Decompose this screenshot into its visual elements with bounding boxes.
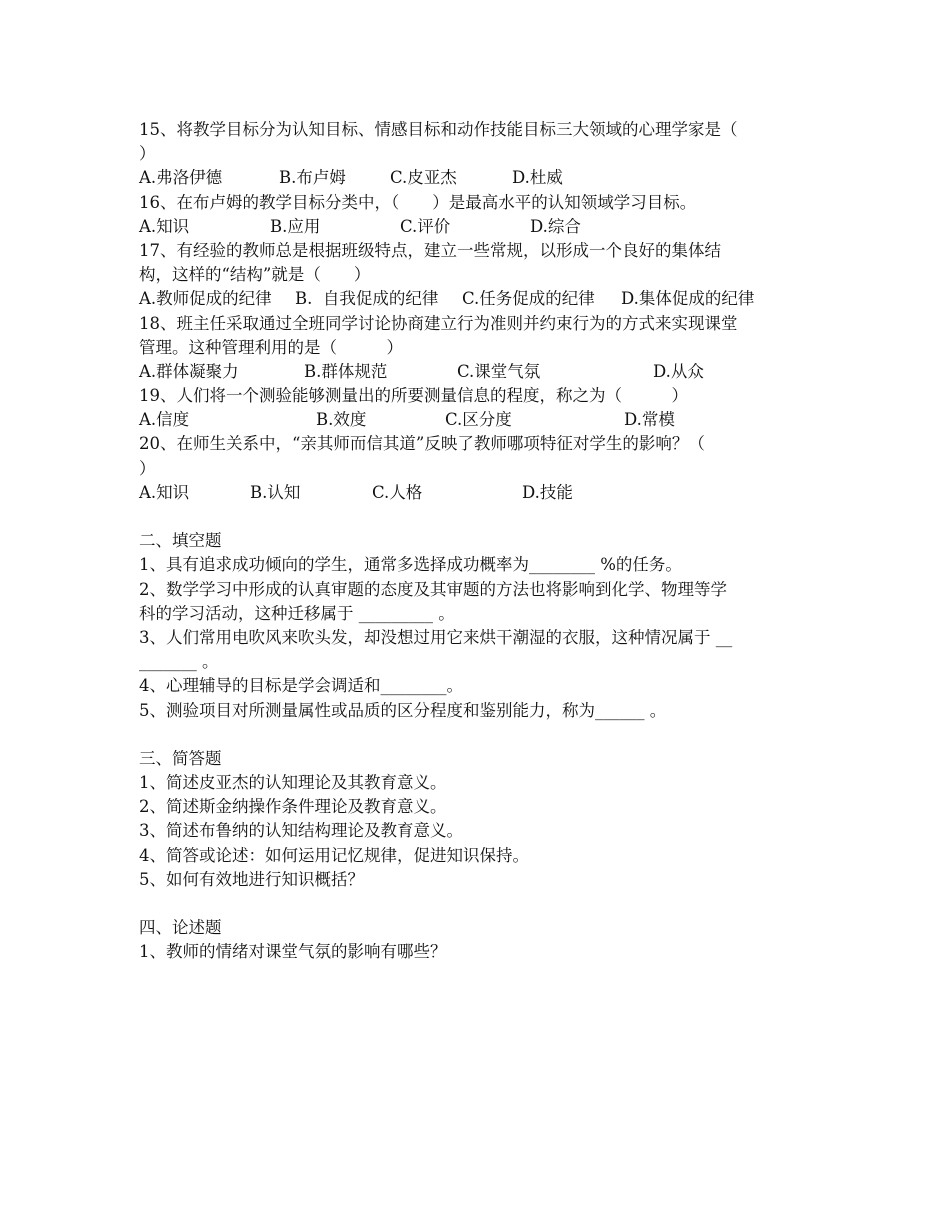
short-item-2: 2、简述斯金纳操作条件理论及教育意义。 xyxy=(139,797,447,817)
option-a: A.知识 xyxy=(139,482,190,502)
option-d: D.常模 xyxy=(624,410,675,430)
option-c: C.课堂气氛 xyxy=(457,361,541,381)
option-b: B.效度 xyxy=(316,410,367,430)
question-18-options xyxy=(139,360,819,384)
option-a: A.信度 xyxy=(139,410,190,430)
option-a: A.群体凝聚力 xyxy=(139,361,239,381)
fill-item-5: 5、测验项目对所测量属性或品质的区分程度和鉴别能力，称为______ 。 xyxy=(139,700,667,720)
question-18-stem-cont: 管理。这种管理利用的是（ ） xyxy=(139,337,403,357)
question-16-stem: 16、在布卢姆的教学目标分类中，（ ）是最高水平的认知领域学习目标。 xyxy=(139,192,697,212)
short-item-5: 5、如何有效地进行知识概括？ xyxy=(139,869,364,889)
essay-heading: 四、论述题 xyxy=(139,918,222,938)
fill-item-2: 2、数学学习中形成的认真审题的态度及其审题的方法也将影响到化学、物理等学 xyxy=(139,579,727,599)
option-c: C.人格 xyxy=(372,482,423,502)
option-c: C.区分度 xyxy=(445,410,512,430)
option-a: A.教师促成的纪律 xyxy=(139,289,272,309)
fill-item-1: 1、具有追求成功倾向的学生，通常多选择成功概率为________ %的任务。 xyxy=(139,555,682,575)
option-a: A.知识 xyxy=(139,216,190,236)
option-c: C.皮亚杰 xyxy=(390,168,457,188)
essay-item-1: 1、教师的情绪对课堂气氛的影响有哪些？ xyxy=(139,942,447,962)
option-b: B.认知 xyxy=(250,482,301,502)
short-answer-heading: 三、简答题 xyxy=(139,748,222,768)
option-d: D.技能 xyxy=(522,482,573,502)
fill-item-3: 3、人们常用电吹风来吹头发，却没想过用它来烘干潮湿的衣服，这种情况属于 __ xyxy=(139,627,733,647)
fill-item-3-cont: _______ 。 xyxy=(139,652,219,672)
option-b: B.布卢姆 xyxy=(279,168,346,188)
section-spacer xyxy=(139,892,819,916)
short-item-4: 4、简答或论述：如何运用记忆规律，促进知识保持。 xyxy=(139,845,529,865)
question-20-stem: 20、在师生关系中，“亲其师而信其道”反映了教师哪项特征对学生的影响？（ xyxy=(139,434,705,454)
question-15-stem-cont: ） xyxy=(139,144,156,164)
option-b: B. 自我促成的纪律 xyxy=(295,289,439,309)
option-b: B.应用 xyxy=(270,216,321,236)
question-15-stem: 15、将教学目标分为认知目标、情感目标和动作技能目标三大领域的心理学家是（ xyxy=(139,120,738,139)
question-17-stem: 17、有经验的教师总是根据班级特点，建立一些常规，以形成一个良好的集体结 xyxy=(139,240,721,260)
question-19-stem: 19、人们将一个测验能够测量出的所要测量信息的程度，称之为（ ） xyxy=(139,386,688,406)
option-d: D.杜威 xyxy=(512,168,563,188)
option-d: D.综合 xyxy=(530,216,581,236)
option-c: C.任务促成的纪律 xyxy=(462,289,595,309)
fill-item-4: 4、心理辅导的目标是学会调适和________。 xyxy=(139,676,463,696)
question-20-options xyxy=(139,481,819,505)
question-17-stem-cont: 构，这样的“结构”就是（ ） xyxy=(139,265,371,285)
question-17-options xyxy=(139,287,819,311)
short-item-1: 1、简述皮亚杰的认知理论及其教育意义。 xyxy=(139,773,447,793)
question-15-options xyxy=(139,166,819,190)
section-spacer xyxy=(139,505,819,529)
short-item-3: 3、简述布鲁纳的认知结构理论及教育意义。 xyxy=(139,821,463,841)
option-b: B.群体规范 xyxy=(304,361,388,381)
document-page xyxy=(139,118,819,965)
question-19-options xyxy=(139,408,819,432)
section-spacer xyxy=(139,723,819,747)
fill-blank-heading: 二、填空题 xyxy=(139,531,222,551)
fill-item-2-cont: 科的学习活动，这种迁移属于 _________ 。 xyxy=(139,603,455,623)
question-18-stem: 18、班主任采取通过全班同学讨论协商建立行为准则并约束行为的方式来实现课堂 xyxy=(139,313,738,333)
option-c: C.评价 xyxy=(400,216,451,236)
question-20-stem-cont: ） xyxy=(139,458,156,478)
option-d: D.从众 xyxy=(653,361,704,381)
option-d: D.集体促成的纪律 xyxy=(621,289,755,309)
question-16-options xyxy=(139,215,819,239)
option-a: A.弗洛伊德 xyxy=(139,168,223,188)
